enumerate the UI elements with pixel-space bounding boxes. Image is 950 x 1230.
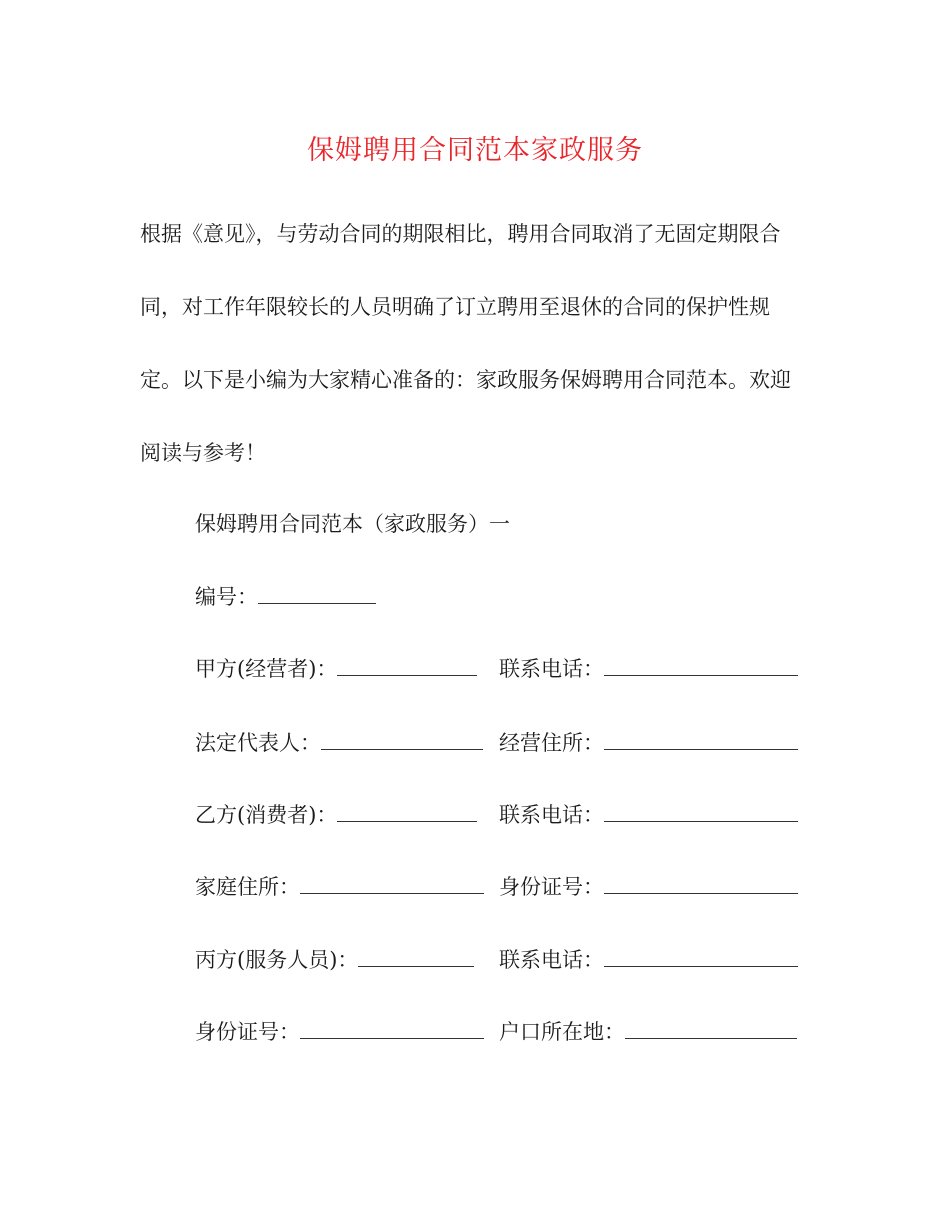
party-c-phone-blank[interactable] [604,946,798,967]
hukou-location-label: 户口所在地： [499,1020,625,1044]
id-number-b-blank[interactable] [604,873,798,894]
party-b-row [195,800,805,830]
contract-number-label: 编号： [195,585,258,609]
party-a-label: 甲方(经营者)： [195,657,338,681]
business-address-field [499,728,798,758]
intro-line: 定。以下是小编为大家精心准备的：家政服务保姆聘用合同范本。欢迎 [140,368,791,392]
party-b-label: 乙方(消费者)： [195,803,338,827]
party-b-phone-field [499,800,798,830]
party-b-blank[interactable] [337,801,477,822]
hukou-location-blank[interactable] [625,1018,797,1039]
intro-line: 根据《意见》，与劳动合同的期限相比，聘用合同取消了无固定期限合 [140,222,781,246]
party-c-row [195,945,805,975]
party-c-label: 丙方(服务人员)： [195,948,359,972]
id-number-b-label: 身份证号： [499,875,604,899]
home-address-field [195,872,484,902]
party-a-field [195,654,477,684]
party-c-phone-field [499,945,798,975]
intro-line: 同，对工作年限较长的人员明确了订立聘用至退休的合同的保护性规 [140,295,770,319]
party-c-id-blank[interactable] [300,1018,484,1039]
legal-rep-label: 法定代表人： [195,731,321,755]
party-a-row [195,654,805,684]
id-number-b-field [499,872,798,902]
party-b-phone-blank[interactable] [604,801,798,822]
party-c-field [195,945,474,975]
contract-number-blank[interactable] [258,583,376,604]
intro-paragraph [140,219,820,511]
legal-rep-field [195,728,483,758]
party-c-id-label: 身份证号： [195,1020,300,1044]
legal-rep-row [195,728,805,758]
business-address-label: 经营住所： [499,731,604,755]
party-c-id-row [195,1017,805,1047]
home-address-label: 家庭住所： [195,875,300,899]
party-b-field [195,800,477,830]
party-a-phone-blank[interactable] [604,655,798,676]
document-title: 保姆聘用合同范本家政服务 [307,135,643,166]
business-address-blank[interactable] [604,729,798,750]
legal-rep-blank[interactable] [321,729,483,750]
intro-line: 阅读与参考！ [140,441,266,465]
home-address-blank[interactable] [300,873,484,894]
party-a-phone-label: 联系电话： [499,657,604,681]
party-c-blank[interactable] [358,946,474,967]
hukou-location-field [499,1017,797,1047]
party-a-blank[interactable] [337,655,477,676]
party-c-id-field [195,1017,484,1047]
contract-number-row [195,582,376,612]
party-b-phone-label: 联系电话： [499,803,604,827]
contract-subtitle: 保姆聘用合同范本（家政服务）一 [195,512,510,536]
home-address-row [195,872,805,902]
party-c-phone-label: 联系电话： [499,948,604,972]
party-a-phone-field [499,654,798,684]
